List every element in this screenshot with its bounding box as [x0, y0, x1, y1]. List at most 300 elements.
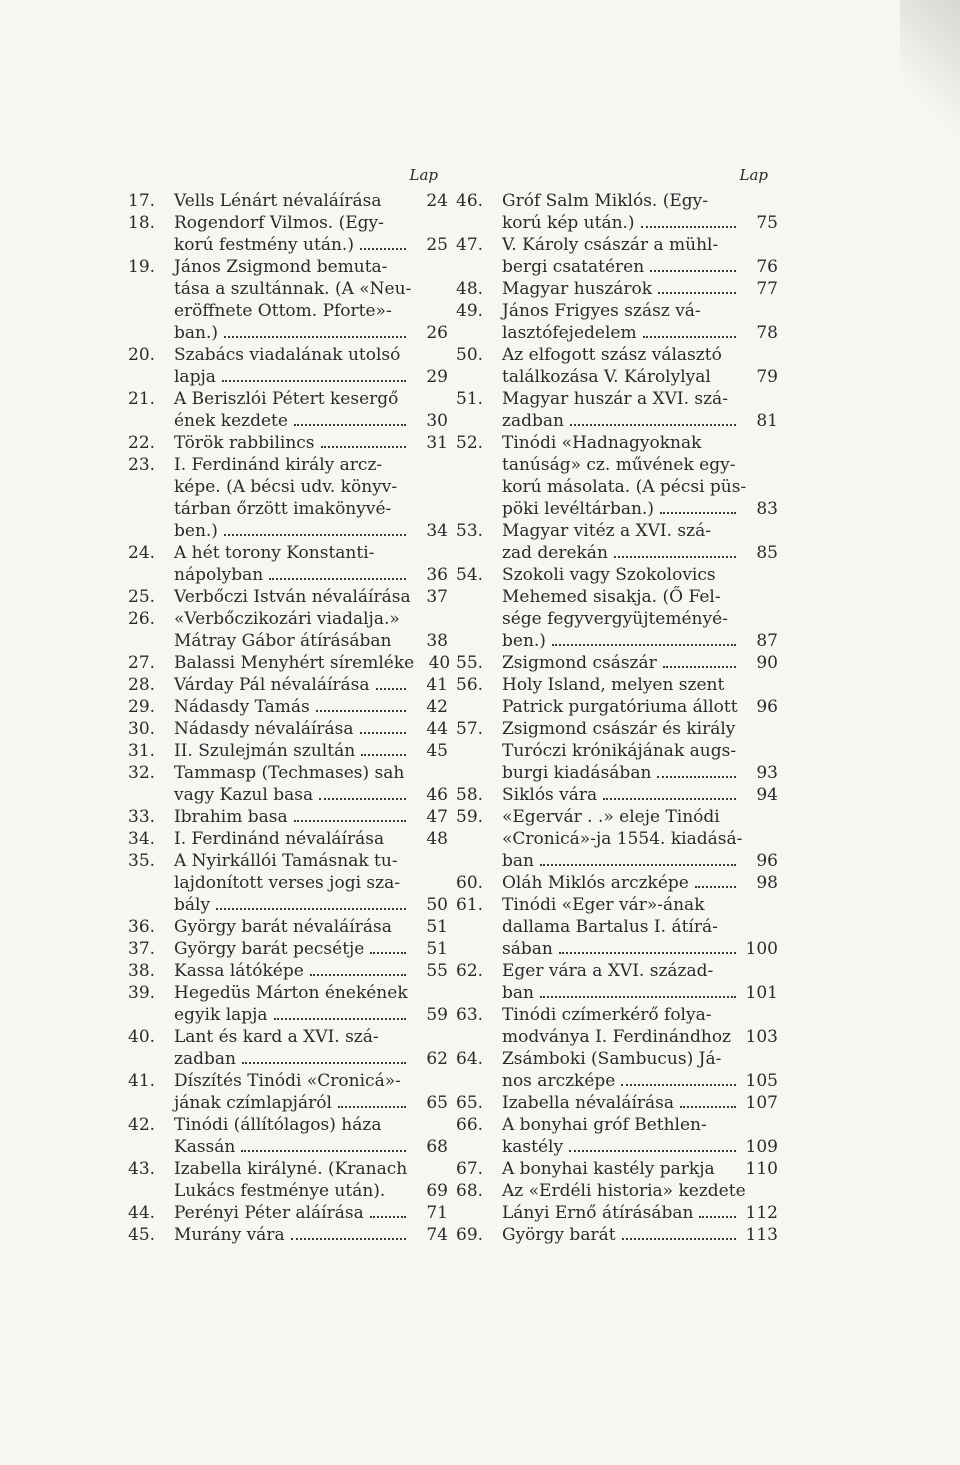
dot-leader: [338, 1106, 406, 1108]
page-number: 38: [426, 631, 448, 651]
entry-title-line: Lant és kard a XVI. szá-: [174, 1027, 379, 1047]
toc-entry: [128, 432, 448, 454]
toc-entry: [128, 806, 448, 828]
page-number: 25: [426, 235, 448, 255]
dot-leader: [319, 798, 406, 800]
dot-leader: [658, 292, 736, 294]
entry-title-line: I. Ferdinánd névaláírása: [174, 829, 385, 849]
entry-title-line: lajdonított verses jogi sza-: [174, 873, 400, 893]
dot-leader: [242, 1062, 406, 1064]
page-number: 87: [756, 631, 778, 651]
entry-number: 41.: [128, 1071, 156, 1091]
entry-title-line: A bonyhai gróf Bethlen-: [502, 1115, 707, 1135]
entry-title-line: korú kép után.): [502, 213, 635, 233]
dot-leader: [370, 1216, 406, 1218]
entry-title-line: lapja: [174, 367, 216, 387]
entry-number: 51.: [456, 389, 484, 409]
toc-entry: [128, 388, 448, 432]
entry-title-line: Az elfogott szász választó: [502, 345, 722, 365]
entry-title-line: Rogendorf Vilmos. (Egy-: [174, 213, 384, 233]
entry-title-line: Tinódi «Hadnagyoknak: [502, 433, 702, 453]
entry-title-line: Mátray Gábor átírásában: [174, 631, 392, 651]
page-number: 101: [745, 983, 778, 1003]
page-number: 51: [426, 917, 448, 937]
page-number: 78: [756, 323, 778, 343]
dot-leader: [360, 248, 406, 250]
entry-title-line: zad derekán: [502, 543, 608, 563]
entry-number: 62.: [456, 961, 484, 981]
page-number: 68: [426, 1137, 448, 1157]
dot-leader: [569, 1150, 736, 1152]
toc-entry: [456, 872, 778, 894]
entry-number: 38.: [128, 961, 156, 981]
toc-entry: [456, 1180, 778, 1224]
toc-entry: [128, 1026, 448, 1070]
entry-title-line: korú festmény után.): [174, 235, 354, 255]
dot-leader: [641, 226, 736, 228]
page-number: 42: [426, 697, 448, 717]
dot-leader: [614, 556, 736, 558]
toc-entry: [128, 938, 448, 960]
dot-leader: [540, 996, 736, 998]
entry-number: 19.: [128, 257, 156, 277]
entry-number: 49.: [456, 301, 484, 321]
entry-number: 44.: [128, 1203, 156, 1223]
entry-title-line: tása a szultánnak. (A «Neu-: [174, 279, 412, 299]
entry-title-line: A hét torony Konstanti-: [174, 543, 375, 563]
entry-title-line: nápolyban: [174, 565, 264, 585]
entry-number: 36.: [128, 917, 156, 937]
entry-number: 53.: [456, 521, 484, 541]
dot-leader: [216, 908, 406, 910]
entry-number: 29.: [128, 697, 156, 717]
page-number: 34: [426, 521, 448, 541]
toc-entry: [128, 542, 448, 586]
toc-entry: [456, 190, 778, 234]
dot-leader: [294, 424, 406, 426]
entry-title-line: burgi kiadásában: [502, 763, 652, 783]
entry-title-line: Kassa látóképe: [174, 961, 304, 981]
toc-entry: [456, 520, 778, 564]
entry-number: 35.: [128, 851, 156, 871]
entry-title-line: zadban: [502, 411, 564, 431]
dot-leader: [663, 666, 736, 668]
entry-number: 20.: [128, 345, 156, 365]
page-number: 112: [745, 1203, 778, 1223]
entry-number: 21.: [128, 389, 156, 409]
page-number: 103: [745, 1027, 778, 1047]
page-number: 76: [756, 257, 778, 277]
entry-title-line: Izabella névaláírása: [502, 1093, 675, 1113]
entry-title-line: Magyar huszár a XVI. szá-: [502, 389, 728, 409]
entry-title-line: «Cronicá»-ja 1554. kiadásá-: [502, 829, 743, 849]
entry-number: 48.: [456, 279, 484, 299]
entry-title-line: jának czímlapjáról: [174, 1093, 332, 1113]
entry-number: 67.: [456, 1159, 484, 1179]
entry-title-line: Hegedüs Márton énekének: [174, 983, 408, 1003]
toc-entry: [128, 190, 448, 212]
dot-leader: [643, 336, 736, 338]
entry-title-line: Oláh Miklós arczképe: [502, 873, 689, 893]
toc-entry: [128, 608, 448, 652]
entry-title-line: Várday Pál névaláírása: [174, 675, 370, 695]
dot-leader: [680, 1106, 736, 1108]
entry-title-line: A bonyhai kastély parkja: [502, 1159, 715, 1179]
entry-number: 52.: [456, 433, 484, 453]
page-number: 100: [745, 939, 778, 959]
page-corner-shadow: [900, 0, 960, 140]
page-number: 46: [426, 785, 448, 805]
dot-leader: [603, 798, 736, 800]
entry-number: 27.: [128, 653, 156, 673]
entry-title-line: Nádasdy névaláírása: [174, 719, 354, 739]
entry-number: 47.: [456, 235, 484, 255]
page-number: 29: [426, 367, 448, 387]
dot-leader: [695, 886, 736, 888]
entry-title-line: Murány vára: [174, 1225, 285, 1245]
entry-title-line: zadban: [174, 1049, 236, 1069]
entry-title-line: modványa I. Ferdinándhoz: [502, 1027, 732, 1047]
toc-entry: [456, 1158, 778, 1180]
entry-title-line: A Beriszlói Pétert kesergő: [174, 389, 399, 409]
page-number: 69: [426, 1181, 448, 1201]
entry-title-line: bergi csatatéren: [502, 257, 645, 277]
entry-title-line: ban: [502, 851, 534, 871]
page-number: 36: [426, 565, 448, 585]
page-number: 26: [426, 323, 448, 343]
entry-title-line: A Nyirkállói Tamásnak tu-: [174, 851, 398, 871]
entry-title-line: ban: [502, 983, 534, 1003]
page-number: 62: [426, 1049, 448, 1069]
dot-leader: [621, 1084, 736, 1086]
entry-number: 31.: [128, 741, 156, 761]
toc-entry: [128, 1158, 448, 1202]
entry-title-line: «Egervár . .» eleje Tinódi: [502, 807, 720, 827]
toc-entry: [456, 344, 778, 388]
entry-title-line: Perényi Péter aláírása: [174, 1203, 364, 1223]
page-number: 59: [426, 1005, 448, 1025]
page-number: 83: [756, 499, 778, 519]
entry-title-line: Ibrahim basa: [174, 807, 288, 827]
entry-number: 45.: [128, 1225, 156, 1245]
toc-entry: [456, 960, 778, 1004]
entry-title-line: kastély: [502, 1137, 564, 1157]
page-number: 75: [756, 213, 778, 233]
page-number: 45: [426, 741, 448, 761]
page-number: 98: [756, 873, 778, 893]
entry-number: 60.: [456, 873, 484, 893]
toc-entry: [128, 212, 448, 256]
page-number: 79: [756, 367, 778, 387]
toc-entry: [456, 652, 778, 674]
toc-entry: [128, 344, 448, 388]
toc-entry: [128, 454, 448, 542]
page-number: 30: [426, 411, 448, 431]
entry-number: 22.: [128, 433, 156, 453]
entry-title-line: pöki levéltárban.): [502, 499, 654, 519]
page-number: 90: [756, 653, 778, 673]
entry-title-line: Díszítés Tinódi «Cronicá»-: [174, 1071, 401, 1091]
entry-title-line: Patrick purgatóriuma állott: [502, 697, 738, 717]
toc-entry: [456, 806, 778, 872]
entry-title-line: ben.): [502, 631, 546, 651]
entry-title-line: Eger vára a XVI. század-: [502, 961, 714, 981]
entry-title-line: Zsigmond császár: [502, 653, 657, 673]
entry-title-line: Nádasdy Tamás: [174, 697, 310, 717]
page-number: 41: [426, 675, 448, 695]
page-number: 44: [426, 719, 448, 739]
dot-leader: [552, 644, 736, 646]
page-number: 51: [426, 939, 448, 959]
dot-leader: [622, 1238, 736, 1240]
entry-number: 23.: [128, 455, 156, 475]
entry-title-line: Izabella királyné. (Kranach: [174, 1159, 408, 1179]
entry-number: 32.: [128, 763, 156, 783]
entry-title-line: Vells Lénárt névaláírása: [174, 191, 382, 211]
dot-leader: [699, 1216, 736, 1218]
dot-leader: [224, 336, 406, 338]
entry-title-line: Lányi Ernő átírásában: [502, 1203, 694, 1223]
toc-entry: [128, 256, 448, 344]
dot-leader: [316, 710, 406, 712]
toc-entry: [128, 696, 448, 718]
page-number: 37: [426, 587, 448, 607]
entry-title-line: Siklós vára: [502, 785, 598, 805]
entry-title-line: dallama Bartalus I. átírá-: [502, 917, 718, 937]
entry-title-line: Szabács viadalának utolsó: [174, 345, 401, 365]
dot-leader: [222, 380, 406, 382]
page-number: 93: [756, 763, 778, 783]
entry-title-line: sában: [502, 939, 553, 959]
toc-entry: [456, 1004, 778, 1048]
page-number: 48: [426, 829, 448, 849]
toc-entry: [456, 564, 778, 652]
dot-leader: [321, 446, 406, 448]
entry-title-line: Turóczi krónikájának augs-: [502, 741, 737, 761]
entry-title-line: I. Ferdinánd király arcz-: [174, 455, 383, 475]
page-number: 109: [745, 1137, 778, 1157]
toc-entry: [128, 850, 448, 916]
page-number: 107: [745, 1093, 778, 1113]
toc-entry: [128, 652, 451, 674]
toc-entry: [456, 432, 778, 520]
entry-title-line: János Frigyes szász vá-: [502, 301, 701, 321]
page-number: 77: [756, 279, 778, 299]
toc-entry: [128, 960, 448, 982]
toc-entry: [456, 234, 778, 278]
page-number: 55: [426, 961, 448, 981]
entry-number: 46.: [456, 191, 484, 211]
dot-leader: [310, 974, 406, 976]
toc-entry: [128, 1070, 448, 1114]
entry-title-line: ének kezdete: [174, 411, 288, 431]
toc-entry: [456, 388, 778, 432]
entry-title-line: Holy Island, melyen szent: [502, 675, 725, 695]
toc-entry: [128, 674, 448, 696]
entry-title-line: képe. (A bécsi udv. könyv-: [174, 477, 398, 497]
left-entry-list: [128, 190, 451, 1246]
entry-number: 58.: [456, 785, 484, 805]
toc-entry: [456, 674, 778, 718]
toc-entry: [128, 1114, 448, 1158]
entry-number: 68.: [456, 1181, 484, 1201]
dot-leader: [241, 1150, 406, 1152]
page-number: 113: [745, 1225, 778, 1245]
entry-number: 34.: [128, 829, 156, 849]
toc-entry: [128, 718, 448, 740]
page-number: 50: [426, 895, 448, 915]
entry-title-line: ban.): [174, 323, 219, 343]
entry-title-line: Mehemed sisakja. (Ő Fel-: [502, 587, 721, 607]
entry-number: 40.: [128, 1027, 156, 1047]
dot-leader: [657, 776, 736, 778]
lap-header-right: Lap: [739, 166, 768, 184]
entry-number: 65.: [456, 1093, 484, 1113]
entry-number: 30.: [128, 719, 156, 739]
page-number: 74: [426, 1225, 448, 1245]
entry-number: 69.: [456, 1225, 484, 1245]
lap-header-left: Lap: [409, 166, 438, 184]
entry-title-line: V. Károly császár a mühl-: [502, 235, 719, 255]
entry-title-line: ben.): [174, 521, 218, 541]
toc-entry: [456, 300, 778, 344]
entry-title-line: nos arczképe: [502, 1071, 616, 1091]
page-number: 94: [756, 785, 778, 805]
toc-entry: [128, 762, 448, 806]
entry-title-line: Tinódi czímerkérő folya-: [502, 1005, 712, 1025]
entry-title-line: Szokoli vagy Szokolovics: [502, 565, 716, 585]
dot-leader: [559, 952, 736, 954]
page-number: 96: [756, 697, 778, 717]
entry-number: 24.: [128, 543, 156, 563]
dot-leader: [360, 732, 406, 734]
entry-title-line: «Verbőczikozári viadalja.»: [174, 609, 400, 629]
entry-number: 39.: [128, 983, 156, 1003]
page-number: 85: [756, 543, 778, 563]
entry-title-line: Verbőczi István névaláírása: [174, 587, 411, 607]
entry-title-line: tárban őrzött imakönyvé-: [174, 499, 392, 519]
entry-title-line: tanúság» cz. művének egy-: [502, 455, 736, 475]
dot-leader: [570, 424, 736, 426]
page-number: 40: [428, 653, 451, 673]
page-number: 47: [426, 807, 448, 827]
toc-entry: [128, 740, 448, 762]
toc-entry: [456, 1048, 778, 1092]
entry-number: 25.: [128, 587, 156, 607]
page-number: 24: [426, 191, 448, 211]
entry-title-line: Kassán: [174, 1137, 236, 1157]
dot-leader: [376, 688, 406, 690]
entry-number: 61.: [456, 895, 484, 915]
dot-leader: [540, 864, 736, 866]
entry-number: 18.: [128, 213, 156, 233]
dot-leader: [650, 270, 736, 272]
entry-title-line: sége fegyvergyüjteményé-: [502, 609, 728, 629]
dot-leader: [370, 952, 406, 954]
toc-entry: [456, 718, 778, 784]
entry-title-line: találkozása V. Károlylyal: [502, 367, 711, 387]
entry-number: 50.: [456, 345, 484, 365]
entry-title-line: egyik lapja: [174, 1005, 268, 1025]
page-number: 105: [745, 1071, 778, 1091]
page-number: 65: [426, 1093, 448, 1113]
entry-title-line: Az «Erdéli historia» kezdete: [502, 1181, 746, 1201]
page-number: 81: [756, 411, 778, 431]
right-entry-list: [456, 190, 778, 1246]
entry-number: 64.: [456, 1049, 484, 1069]
entry-title-line: vagy Kazul basa: [174, 785, 314, 805]
entry-number: 54.: [456, 565, 484, 585]
entry-number: 37.: [128, 939, 156, 959]
entry-number: 56.: [456, 675, 484, 695]
entry-title-line: eröffnete Ottom. Pforte»-: [174, 301, 392, 321]
page-number: 31: [426, 433, 448, 453]
page-number: 71: [426, 1203, 448, 1223]
dot-leader: [660, 512, 736, 514]
entry-title-line: György barát névaláírása: [174, 917, 392, 937]
entry-title-line: György barát: [502, 1225, 616, 1245]
toc-entry: [456, 278, 778, 300]
entry-title-line: Magyar huszárok: [502, 279, 653, 299]
entry-title-line: Zsigmond császár és király: [502, 719, 736, 739]
entry-title-line: Zsámboki (Sambucus) Já-: [502, 1049, 722, 1069]
toc-entry: [128, 586, 448, 608]
toc-entry: [128, 1202, 448, 1224]
entry-number: 55.: [456, 653, 484, 673]
dot-leader: [274, 1018, 406, 1020]
toc-entry: [128, 828, 448, 850]
entry-title-line: Magyar vitéz a XVI. szá-: [502, 521, 711, 541]
dot-leader: [269, 578, 406, 580]
entry-title-line: Török rabbilincs: [174, 433, 315, 453]
page-number: 110: [745, 1159, 778, 1179]
page-number: 96: [756, 851, 778, 871]
entry-title-line: bály: [174, 895, 211, 915]
entry-title-line: Balassi Menyhért síremléke: [174, 653, 415, 673]
toc-entry: [456, 784, 778, 806]
entry-number: 26.: [128, 609, 156, 629]
entry-title-line: lasztófejedelem: [502, 323, 637, 343]
toc-entry: [456, 894, 778, 960]
entry-title-line: Tinódi (állítólagos) háza: [174, 1115, 382, 1135]
entry-number: 63.: [456, 1005, 484, 1025]
dot-leader: [291, 1238, 406, 1240]
entry-title-line: Tammasp (Techmases) sah: [174, 763, 405, 783]
entry-title-line: Lukács festménye után).: [174, 1181, 386, 1201]
toc-entry: [456, 1224, 778, 1246]
dot-leader: [224, 534, 406, 536]
toc-entry: [128, 1224, 448, 1246]
entry-number: 43.: [128, 1159, 156, 1179]
toc-entry: [128, 982, 448, 1026]
entry-title-line: korú másolata. (A pécsi püs-: [502, 477, 747, 497]
entry-title-line: János Zsigmond bemuta-: [174, 257, 388, 277]
dot-leader: [361, 754, 406, 756]
entry-title-line: II. Szulejmán szultán: [174, 741, 356, 761]
dot-leader: [294, 820, 406, 822]
entry-number: 17.: [128, 191, 156, 211]
entry-number: 59.: [456, 807, 484, 827]
entry-number: 66.: [456, 1115, 484, 1135]
toc-entry: [128, 916, 448, 938]
entry-title-line: Gróf Salm Miklós. (Egy-: [502, 191, 709, 211]
entry-number: 57.: [456, 719, 484, 739]
entry-title-line: Tinódi «Eger vár»-ának: [502, 895, 705, 915]
toc-entry: [456, 1092, 778, 1114]
entry-number: 28.: [128, 675, 156, 695]
toc-entry: [456, 1114, 778, 1158]
entry-title-line: György barát pecsétje: [174, 939, 365, 959]
